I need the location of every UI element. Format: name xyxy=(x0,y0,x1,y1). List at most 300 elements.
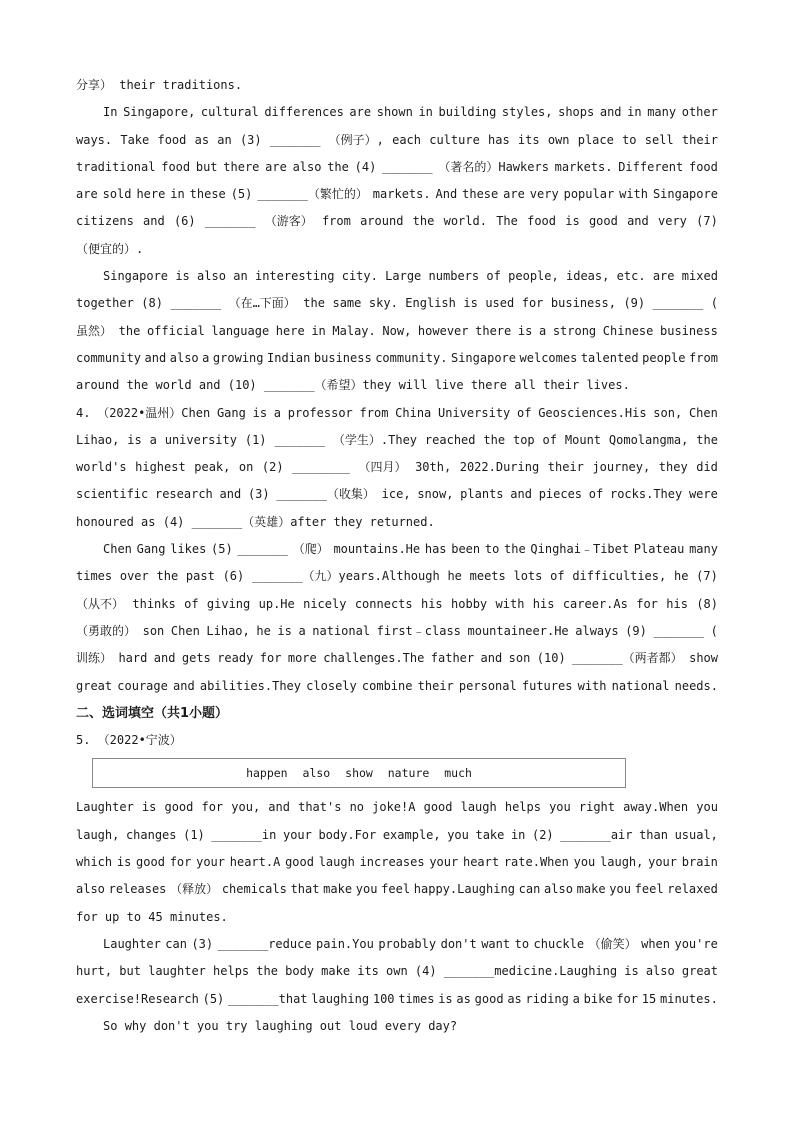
word: a xyxy=(572,991,580,1006)
word: ________ xyxy=(292,460,350,475)
word: 虽然） xyxy=(76,323,113,338)
word: business xyxy=(660,323,718,338)
word: _______ xyxy=(653,623,705,638)
word: is xyxy=(252,405,268,420)
word: plants xyxy=(460,487,504,502)
word: you xyxy=(196,1018,226,1033)
word: (4) xyxy=(414,964,437,979)
word: and xyxy=(627,214,649,229)
word: 2022.During xyxy=(459,460,540,475)
word: good xyxy=(164,800,194,815)
word: (7) xyxy=(696,214,718,229)
word: Chen xyxy=(170,623,200,638)
word: in xyxy=(170,187,185,202)
word: rate.When xyxy=(503,855,569,870)
word: （学生）.They xyxy=(332,432,418,447)
word: of xyxy=(486,269,501,284)
word: personal xyxy=(458,678,517,693)
word-bank-box: happen also show nature much xyxy=(92,758,626,788)
word: minutes. xyxy=(169,909,228,924)
word: China xyxy=(395,405,432,420)
word: Gang xyxy=(216,405,246,420)
word: the xyxy=(696,432,718,447)
word: sell xyxy=(644,132,674,147)
word: together xyxy=(76,296,134,311)
text-line xyxy=(76,290,718,317)
word: in xyxy=(418,105,433,120)
word: (3) xyxy=(239,132,262,147)
word: with xyxy=(619,187,649,202)
word: laughter xyxy=(148,964,206,979)
word: Indian xyxy=(267,350,311,365)
word: are xyxy=(76,187,98,202)
word: for xyxy=(169,855,192,870)
word: can xyxy=(165,936,187,951)
word: feel xyxy=(634,882,664,897)
word: ways. xyxy=(76,132,113,147)
word: times xyxy=(398,991,435,1006)
word: Laughter xyxy=(103,936,161,951)
word: for xyxy=(616,991,639,1006)
word: difficulties, xyxy=(572,569,667,584)
word: very xyxy=(529,187,559,202)
text-line xyxy=(76,509,718,536)
word: relaxed xyxy=(667,882,718,897)
word: and xyxy=(268,800,290,815)
word: did xyxy=(696,460,718,475)
word: were xyxy=(688,487,718,502)
word: body xyxy=(285,964,315,979)
word: mountains.He xyxy=(333,542,421,557)
word: of xyxy=(184,596,199,611)
word: for xyxy=(201,800,224,815)
word: needs. xyxy=(674,678,718,693)
word: Now, xyxy=(382,323,412,338)
text-line xyxy=(76,931,718,958)
word: (8) xyxy=(141,296,163,311)
word: combine xyxy=(361,678,413,693)
text-line xyxy=(76,181,718,208)
word: So xyxy=(103,1018,125,1033)
word: are xyxy=(503,187,525,202)
word: increases xyxy=(359,855,425,870)
word: very xyxy=(658,214,687,229)
word: and xyxy=(510,487,532,502)
word: their xyxy=(543,378,587,393)
text-line xyxy=(76,372,718,399)
word: hobby xyxy=(451,596,488,611)
word: chuckle xyxy=(533,936,585,951)
word: laughing xyxy=(311,991,370,1006)
word: good xyxy=(423,800,453,815)
word: also xyxy=(292,159,322,174)
word: ( xyxy=(710,296,718,311)
word: 100 xyxy=(372,991,395,1006)
word: differences xyxy=(264,105,344,120)
word: cultural xyxy=(200,105,259,120)
word: laugh, xyxy=(76,827,120,842)
text-line xyxy=(76,536,718,563)
word: Different xyxy=(618,159,684,174)
word: Chinese xyxy=(602,323,654,338)
word: their xyxy=(681,132,718,147)
word: for xyxy=(76,909,105,924)
text-line xyxy=(76,822,718,849)
word: is xyxy=(463,296,478,311)
word: are xyxy=(265,159,287,174)
word: abilities.They xyxy=(199,678,302,693)
word: as xyxy=(456,991,471,1006)
word: as xyxy=(141,514,163,529)
word: out xyxy=(319,1018,349,1033)
word: also xyxy=(76,882,105,897)
word: take xyxy=(475,827,505,842)
word: thinks xyxy=(132,596,176,611)
word: your xyxy=(648,855,678,870)
word: food xyxy=(688,159,718,174)
word: are xyxy=(349,105,372,120)
word: Plateau xyxy=(633,542,685,557)
word: their xyxy=(417,678,454,693)
word: usual, xyxy=(674,827,718,842)
word: laugh xyxy=(460,800,497,815)
word: chemicals xyxy=(221,882,287,897)
word: used xyxy=(485,296,515,311)
word: has xyxy=(488,132,510,147)
word: (4) xyxy=(354,159,377,174)
word: many xyxy=(689,542,718,557)
word: the xyxy=(303,296,325,311)
passage-3-continuation xyxy=(76,72,718,400)
word: heart.A xyxy=(229,855,281,870)
word: of xyxy=(588,487,604,502)
word: likes xyxy=(170,542,207,557)
word: Lihao, xyxy=(206,623,250,638)
word: （释放） xyxy=(170,882,219,897)
word: ideas, xyxy=(566,269,610,284)
word: national xyxy=(611,678,670,693)
text-line xyxy=(76,591,718,618)
word: _______ xyxy=(170,296,222,311)
word: great xyxy=(681,964,718,979)
word: brain xyxy=(681,855,718,870)
word: markets. xyxy=(372,187,431,202)
word: more xyxy=(287,651,317,666)
word: also xyxy=(645,964,675,979)
word: growing xyxy=(212,350,264,365)
word: right xyxy=(578,800,615,815)
word: citizens xyxy=(76,214,134,229)
word: reached xyxy=(424,432,476,447)
word: its xyxy=(357,964,379,979)
word: food xyxy=(161,159,191,174)
word: the xyxy=(504,542,526,557)
word: you xyxy=(696,800,718,815)
word: helps xyxy=(213,964,250,979)
word: releases xyxy=(108,882,167,897)
word: Chen xyxy=(103,542,132,557)
text-line xyxy=(76,563,718,590)
text-line xyxy=(76,986,718,1013)
word: official xyxy=(146,323,205,338)
word: (8) xyxy=(696,596,718,611)
text-line xyxy=(76,481,718,508)
word: food xyxy=(157,132,187,147)
word: great xyxy=(76,678,113,693)
word: building xyxy=(438,105,497,120)
word: to xyxy=(126,909,149,924)
word: giving xyxy=(206,596,251,611)
word: from xyxy=(689,350,718,365)
word: however xyxy=(417,323,469,338)
word: your xyxy=(282,827,312,842)
word: Laughter xyxy=(76,800,134,815)
text-line xyxy=(76,618,718,645)
word: you're xyxy=(674,936,718,951)
word: community xyxy=(76,350,142,365)
word: feel xyxy=(381,882,411,897)
word: _______（英雄）after xyxy=(191,514,334,529)
word: (6) xyxy=(173,214,196,229)
word: past xyxy=(185,569,215,584)
word: research xyxy=(154,487,213,502)
word: than xyxy=(639,827,668,842)
word: traditional xyxy=(76,159,156,174)
word: in xyxy=(627,105,642,120)
word: his xyxy=(420,596,443,611)
word: (7) xyxy=(696,569,718,584)
text-line xyxy=(76,345,718,372)
word: of xyxy=(550,569,565,584)
word: up xyxy=(104,909,127,924)
word: Singapore, xyxy=(123,105,196,120)
text-line xyxy=(76,127,718,154)
word: _______（收集） xyxy=(276,487,375,502)
word: they xyxy=(658,460,688,475)
word: your xyxy=(196,855,226,870)
word: don't xyxy=(440,936,477,951)
word: are xyxy=(652,269,675,284)
text-line xyxy=(76,318,718,345)
word: popular xyxy=(563,187,615,202)
word: culture xyxy=(429,132,480,147)
word: a xyxy=(298,623,306,638)
word: also xyxy=(544,882,573,897)
word: _______ xyxy=(204,214,256,229)
word: first﹣class xyxy=(376,623,461,638)
word: example, xyxy=(382,827,441,842)
word: they xyxy=(333,514,370,529)
word: you xyxy=(549,800,571,815)
word: business xyxy=(313,350,372,365)
word: national xyxy=(312,623,371,638)
word: but xyxy=(119,964,141,979)
word: and xyxy=(480,651,503,666)
word: but xyxy=(195,159,218,174)
word: same xyxy=(332,296,362,311)
word: _______that xyxy=(228,991,308,1006)
word: 15 xyxy=(641,991,657,1006)
word: other xyxy=(681,105,718,120)
word: closely xyxy=(306,678,357,693)
word: (1) xyxy=(244,432,267,447)
word: ( xyxy=(710,623,718,638)
text-line xyxy=(76,154,718,181)
word: as xyxy=(507,991,522,1006)
word: is xyxy=(127,432,142,447)
word: hard xyxy=(118,651,148,666)
word: in xyxy=(510,827,526,842)
word: hurt, xyxy=(76,964,113,979)
word: shops xyxy=(558,105,595,120)
word: is xyxy=(624,964,639,979)
word: the xyxy=(327,159,349,174)
word: pain.You xyxy=(316,936,374,951)
word: an xyxy=(217,132,232,147)
word: shown xyxy=(376,105,413,120)
text-line xyxy=(76,645,718,672)
word: （爬） xyxy=(292,542,329,557)
word: （例子）, xyxy=(328,132,384,147)
word: _______ xyxy=(382,159,433,174)
word: rocks.They xyxy=(609,487,683,502)
word: challenges.The xyxy=(323,651,425,666)
word: your xyxy=(429,855,459,870)
word: make xyxy=(576,882,606,897)
word: _______reduce xyxy=(217,936,312,951)
word: lives. xyxy=(586,378,630,393)
text-line xyxy=(76,427,718,454)
word: Chen xyxy=(688,405,718,420)
word: （游客） xyxy=(264,214,313,229)
word: no xyxy=(349,800,365,815)
word: father xyxy=(430,651,475,666)
text-line xyxy=(76,263,718,290)
word: for xyxy=(259,651,282,666)
word: nicely xyxy=(303,596,347,611)
word: he xyxy=(447,569,462,584)
word: (10) xyxy=(536,651,566,666)
word: （从不） xyxy=(76,596,125,611)
word: and xyxy=(173,678,195,693)
word: _______（两者都） xyxy=(572,651,683,666)
word: lots xyxy=(513,569,543,584)
word: own xyxy=(547,132,570,147)
word: ready xyxy=(217,651,254,666)
word: welcomes xyxy=(519,350,578,365)
word: 分享） xyxy=(76,78,120,92)
word: interesting xyxy=(254,269,335,284)
word: peak, xyxy=(194,460,231,475)
word: happy.Laughing xyxy=(413,882,515,897)
word: _______ xyxy=(652,296,704,311)
word: language xyxy=(211,323,270,338)
word: the xyxy=(412,214,435,229)
word: (1) xyxy=(183,827,205,842)
word: son xyxy=(508,651,531,666)
word: a xyxy=(202,350,210,365)
word: that xyxy=(290,882,320,897)
word: also xyxy=(197,269,226,284)
word: you xyxy=(573,855,596,870)
word: helps xyxy=(504,800,541,815)
word: Lihao, xyxy=(76,432,120,447)
word: 训练） xyxy=(76,651,113,666)
word: he xyxy=(256,623,271,638)
word: his xyxy=(532,596,555,611)
word: is xyxy=(277,623,292,638)
word: joke!A xyxy=(372,800,416,815)
question-5-passage xyxy=(76,794,718,1040)
word: you xyxy=(447,827,469,842)
word: to xyxy=(484,542,500,557)
word: want xyxy=(481,936,511,951)
word: of xyxy=(517,405,532,420)
document-page xyxy=(76,72,718,1040)
word: these xyxy=(462,187,499,202)
word: _______ xyxy=(274,432,326,447)
word: In xyxy=(103,105,118,120)
word: the xyxy=(156,569,179,584)
word: also xyxy=(169,350,199,365)
word: scientific xyxy=(76,487,149,502)
word: （便宜的）. xyxy=(76,241,144,256)
text-line xyxy=(76,208,718,235)
word: highest xyxy=(135,460,186,475)
text-line xyxy=(76,849,718,876)
word: its xyxy=(517,132,540,147)
word: markets. xyxy=(554,159,613,174)
word: the xyxy=(118,323,141,338)
word: is xyxy=(517,323,533,338)
word: and xyxy=(144,350,167,365)
word: Malay. xyxy=(332,323,376,338)
word: Singapore xyxy=(652,187,718,202)
word: from xyxy=(321,214,351,229)
text-line xyxy=(76,236,718,263)
word: (10) xyxy=(227,378,264,393)
word: Gang xyxy=(136,542,166,557)
word: son, xyxy=(653,405,683,420)
word: when xyxy=(641,936,670,951)
text-line xyxy=(76,99,718,126)
word: every xyxy=(384,1018,429,1033)
word: is xyxy=(565,214,580,229)
word: sky. xyxy=(368,296,398,311)
word: mixed xyxy=(681,269,718,284)
word: live xyxy=(434,378,471,393)
word: (5) xyxy=(230,187,253,202)
word: （勇敢的） xyxy=(76,623,137,638)
word: he xyxy=(673,569,689,584)
word: (9) xyxy=(625,623,647,638)
word: Singapore xyxy=(103,269,169,284)
word: there xyxy=(470,378,515,393)
section-heading: 二、选词填空（共1小题） xyxy=(76,705,229,721)
word: a xyxy=(149,432,157,447)
word: here xyxy=(275,323,305,338)
word: with xyxy=(495,596,525,611)
word: each xyxy=(392,132,421,147)
word: talented xyxy=(580,350,639,365)
word: laugh, xyxy=(600,855,644,870)
word: minutes. xyxy=(660,991,718,1006)
word: the xyxy=(483,432,506,447)
word: Qinghai﹣Tibet xyxy=(530,542,630,557)
word: son xyxy=(142,623,165,638)
text-line xyxy=(76,673,718,700)
word: is xyxy=(175,269,190,284)
